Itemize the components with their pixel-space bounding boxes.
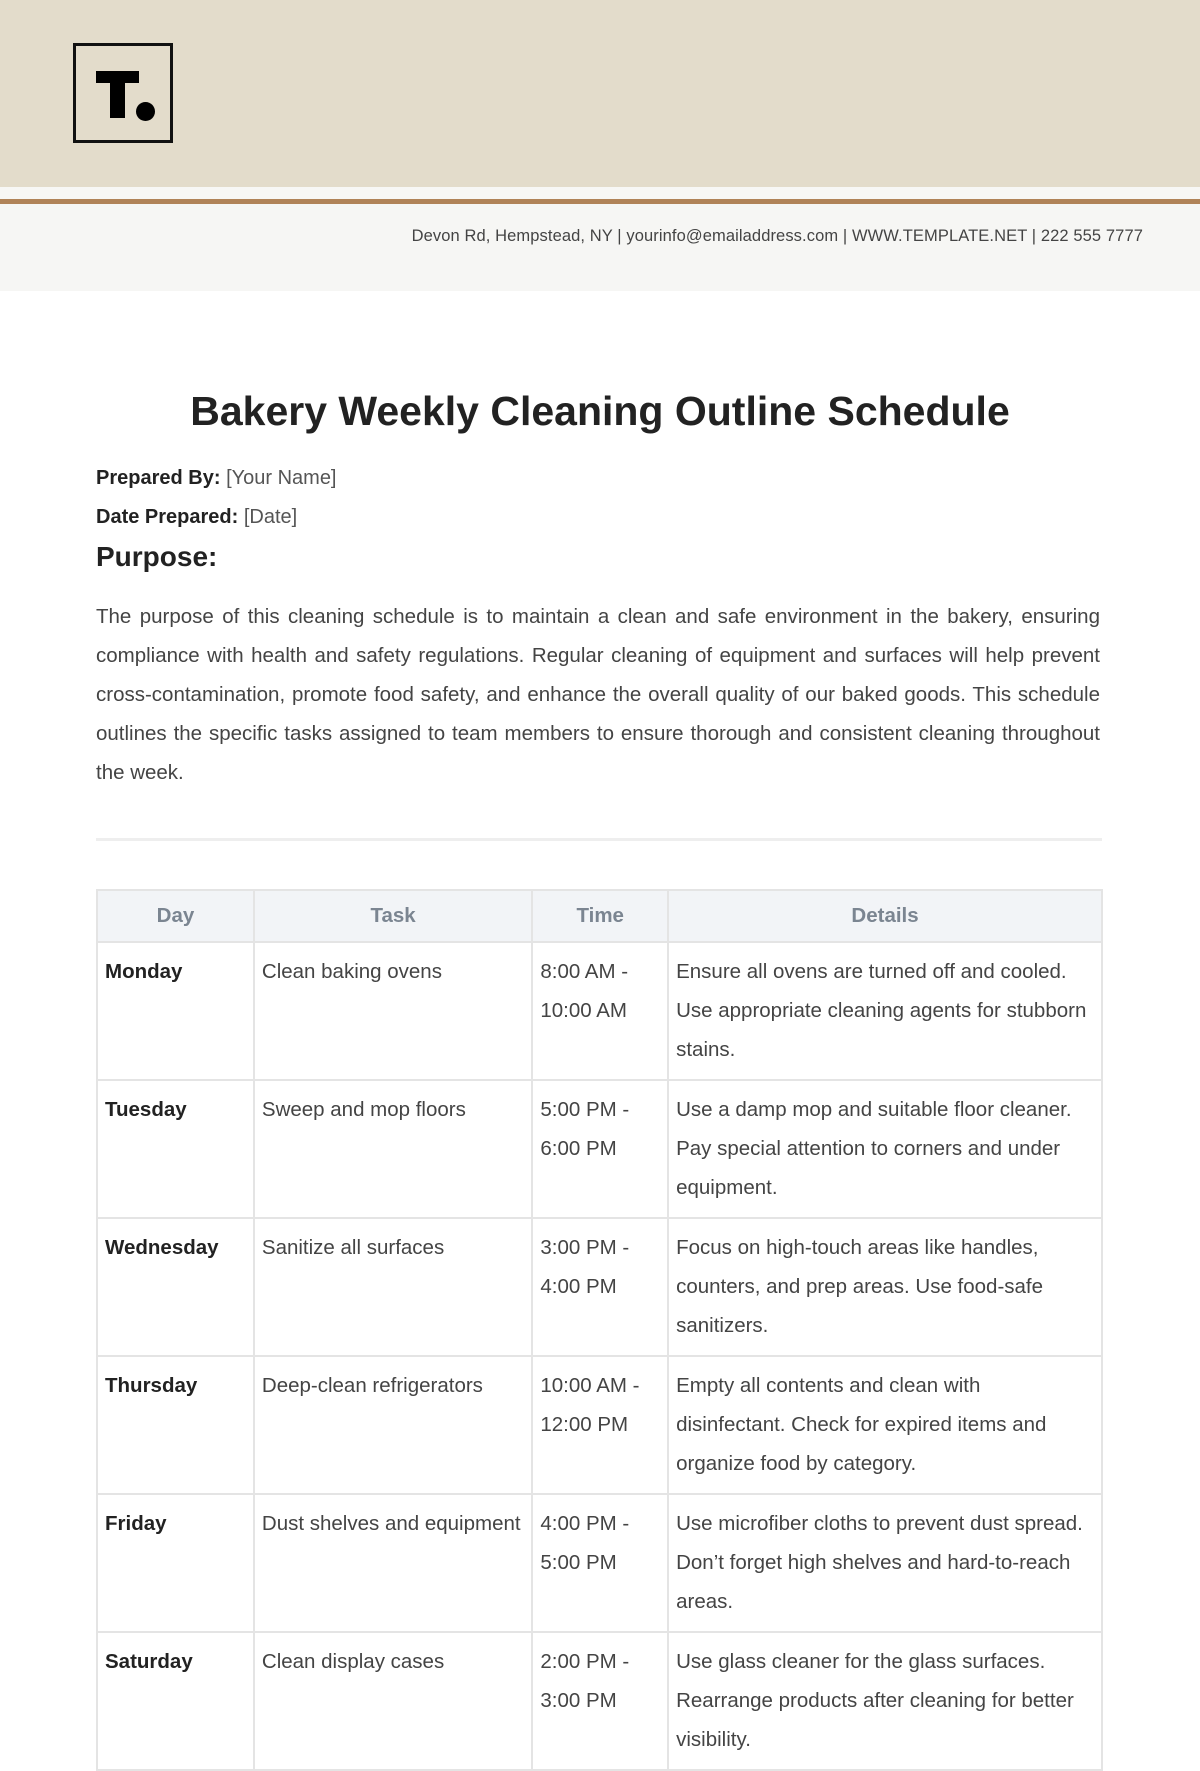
cell-details: Use microfiber cloths to prevent dust spread. Don’t forget high shelves and hard-to-reach areas. <box>668 1494 1102 1632</box>
cell-time: 10:00 AM - 12:00 PM <box>532 1356 668 1494</box>
cell-task: Clean baking ovens <box>254 942 532 1080</box>
date-prepared <box>96 506 297 529</box>
column-header-time: Time <box>532 890 668 942</box>
header-band <box>0 0 1200 187</box>
purpose-heading: Purpose: <box>96 541 218 572</box>
logo-t-stem <box>110 71 125 118</box>
section-divider <box>96 838 1102 841</box>
cell-details: Use a damp mop and suitable floor cleaner. Pay special attention to corners and under equipment. <box>668 1080 1102 1218</box>
table-row <box>97 1080 1102 1218</box>
purpose-text: The purpose of this cleaning schedule is to maintain a clean and safe environment in the bakery, ensuring compliance with health and safety regulations. Regular cleaning of equipment and surfaces will help prevent cross-contamination, promote food safety, and enhance the overall quality of our baked goods. This schedule outlines the specific tasks assigned to team members to ensure thorough and consistent cleaning throughout the week. <box>96 605 1100 784</box>
cell-time: 3:00 PM - 4:00 PM <box>532 1218 668 1356</box>
contact-info: Devon Rd, Hempstead, NY | yourinfo@emailaddress.com | WWW.TEMPLATE.NET | 222 555 7777 <box>411 227 1143 245</box>
column-header-day: Day <box>97 890 254 942</box>
table-header-row <box>97 890 1102 942</box>
cell-day: Wednesday <box>97 1218 254 1356</box>
cell-details: Empty all contents and clean with disinfectant. Check for expired items and organize food by category. <box>668 1356 1102 1494</box>
cell-details: Focus on high-touch areas like handles, counters, and prep areas. Use food-safe sanitizers. <box>668 1218 1102 1356</box>
cell-details: Ensure all ovens are turned off and cooled. Use appropriate cleaning agents for stubborn stains. <box>668 942 1102 1080</box>
date-prepared-value: [Date] <box>243 506 298 528</box>
cell-day: Tuesday <box>97 1080 254 1218</box>
page-title: Bakery Weekly Cleaning Outline Schedule <box>190 388 1010 434</box>
cell-day: Saturday <box>97 1632 254 1770</box>
cell-task: Deep-clean refrigerators <box>254 1356 532 1494</box>
table-row <box>97 1218 1102 1356</box>
table-row <box>97 1356 1102 1494</box>
column-header-details: Details <box>668 890 1102 942</box>
cell-task: Dust shelves and equipment <box>254 1494 532 1632</box>
cell-day: Friday <box>97 1494 254 1632</box>
column-header-task: Task <box>254 890 532 942</box>
cell-task: Sanitize all surfaces <box>254 1218 532 1356</box>
cell-day: Thursday <box>97 1356 254 1494</box>
prepared-by <box>96 467 337 490</box>
cell-task: Sweep and mop floors <box>254 1080 532 1218</box>
contact-band <box>0 204 1200 291</box>
cell-details: Use glass cleaner for the glass surfaces. Rearrange products after cleaning for better visibility. <box>668 1632 1102 1770</box>
cell-time: 4:00 PM - 5:00 PM <box>532 1494 668 1632</box>
table-row <box>97 1632 1102 1770</box>
company-logo <box>73 43 173 143</box>
table-row <box>97 1494 1102 1632</box>
cell-task: Clean display cases <box>254 1632 532 1770</box>
cell-time: 2:00 PM - 3:00 PM <box>532 1632 668 1770</box>
prepared-by-value: [Your Name] <box>226 467 337 489</box>
logo-dot-icon <box>136 102 155 121</box>
cell-time: 8:00 AM - 10:00 AM <box>532 942 668 1080</box>
cell-time: 5:00 PM - 6:00 PM <box>532 1080 668 1218</box>
prepared-by-label: Prepared By: <box>96 467 221 489</box>
cell-day: Monday <box>97 942 254 1080</box>
cleaning-schedule-table <box>96 889 1103 1771</box>
date-prepared-label: Date Prepared: <box>96 506 239 528</box>
table-row <box>97 942 1102 1080</box>
